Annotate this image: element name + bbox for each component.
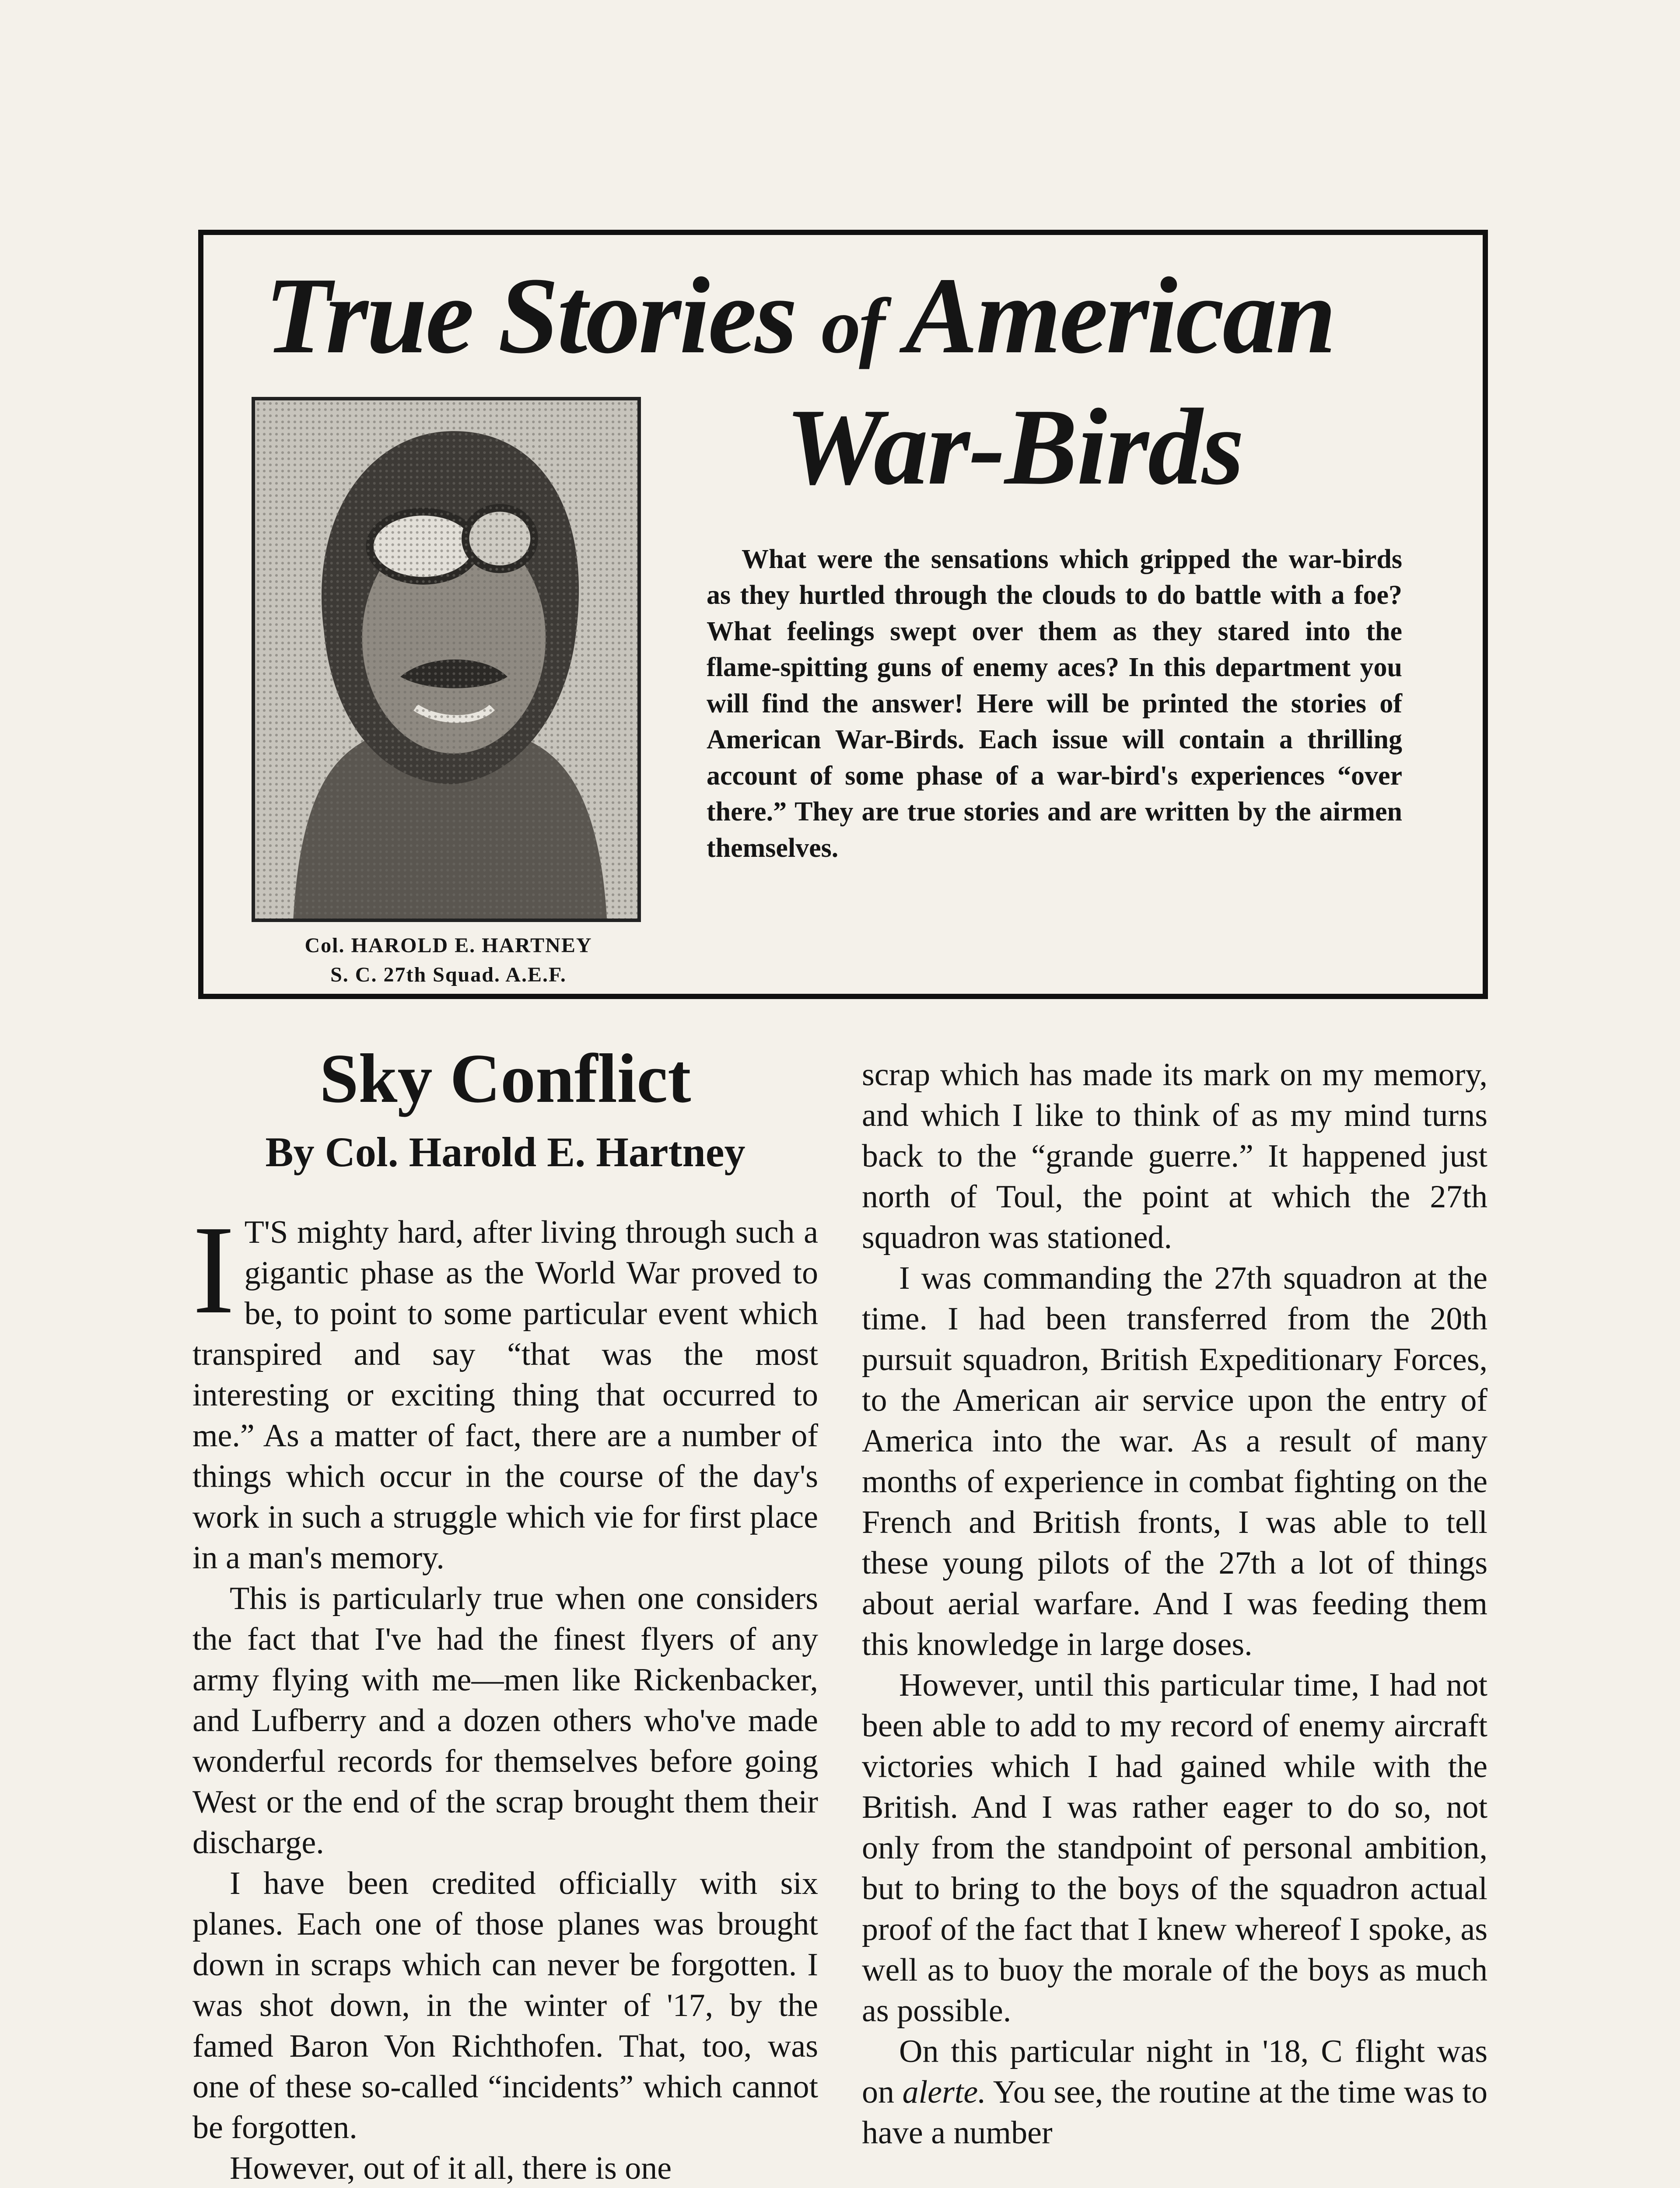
department-intro [707, 541, 1402, 866]
intro-paragraph: What were the sensations which gripped the war-birds as they hurtled through the clouds to do battle with a foe? What feelings swept over them as they stared into the flame-spitting guns of enemy aces? In this department you will find the answer! Here will be printed the stories of American War-Birds. Each issue will contain a thrilling account of some phase of a war-bird's experiences “over there.” They are true stories and are written by the airmen themselves. [707, 544, 1402, 863]
paragraph-7-a: On this particular night in '18, C flight was on [862, 2034, 1488, 2110]
department-title [265, 255, 1446, 376]
paragraph-7-italic: alerte. [902, 2074, 986, 2110]
paragraph-4-start: However, out of it all, there is one [230, 2150, 672, 2186]
title-part-2: American [905, 255, 1335, 376]
portrait-caption [247, 931, 650, 989]
article-byline: By Col. Harold E. Hartney [265, 1129, 746, 1175]
title-part-1: True Stories [265, 255, 796, 376]
paragraph-7 [862, 2031, 1488, 2153]
paragraph-1-text: T'S mighty hard, after living through such a gigantic phase as the World War proved to be, to point to some particular event which transpired and say “that was the most interesting or exciting thing that occurred to me.” As a matter of fact, there are a number of things which occur in the course of the day's work in such a struggle which vie for first place in a man's memory. [192, 1214, 818, 1576]
article-column-right [862, 1055, 1488, 2153]
title-of: of [821, 282, 884, 369]
paragraph-6: However, until this particular time, I had not been able to add to my record of enemy aircraft victories which I had gained while with the British. And I was rather eager to do so, not only from the standpoint of personal ambition, but to bring to the boys of the squadron actual proof of the fact that I knew whereof I spoke, as well as to buoy the morale of the boys as much as possible. [862, 1667, 1488, 2029]
department-header-box [198, 230, 1488, 999]
article-column-left [192, 1199, 818, 2188]
department-title-line2: War-Birds [785, 386, 1244, 508]
paragraph-7-b: You see, the routine at the time was to have a number [862, 2074, 1488, 2151]
paragraph-4-continued: scrap which has made its mark on my memory, and which I like to think of as my mind turns back to the “grande guerre.” It happened just north of Toul, the point at which the 27th squadron was stationed. [862, 1057, 1488, 1255]
paragraph-1 [192, 1199, 818, 1578]
caption-unit: S. C. 27th Squad. A.E.F. [330, 963, 567, 987]
paragraph-3: I have been credited officially with six planes. Each one of those planes was brought down in scraps which can never be forgotten. I was shot down, in the winter of '17, by the famed Baron Von Richthofen. That, too, was one of these so-called “incidents” which cannot be forgotten. [192, 1865, 818, 2146]
portrait-illustration [255, 400, 637, 919]
paragraph-5: I was commanding the 27th squadron at the time. I had been transferred from the 20th pursuit squadron, British Expeditionary Forces, to the American air service upon the entry of America into the war. As a result of many months of experience in combat fighting on the French and British fronts, I was able to tell these young pilots of the 27th a lot of things about aerial warfare. And I was feeding them this knowledge in large doses. [862, 1260, 1488, 1662]
caption-name: Col. HAROLD E. HARTNEY [304, 934, 592, 957]
drop-cap: I [192, 1199, 235, 1340]
pilot-portrait-photo [252, 397, 641, 922]
article-title: Sky Conflict [319, 1039, 691, 1117]
paragraph-2: This is particularly true when one considers the fact that I've had the finest flyers of any army flying with me—men like Rickenbacker, and Lufberry and a dozen others who've made wonderful records for themselves before going West or the end of the scrap brought them their discharge. [192, 1581, 818, 1861]
